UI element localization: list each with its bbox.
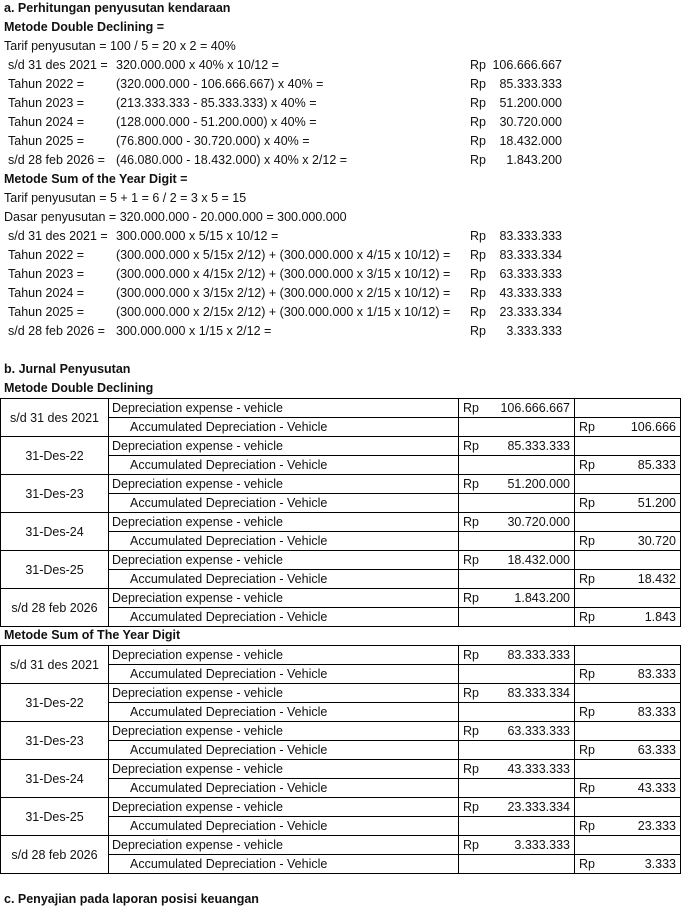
journal-debit-row <box>1 475 681 494</box>
credit-account: Accumulated Depreciation - Vehicle <box>109 665 459 684</box>
credit-amount-empty <box>607 399 681 418</box>
calc-row <box>4 265 654 284</box>
section-c-title: c. Penyajian pada laporan posisi keuangan <box>4 892 259 906</box>
calc-amount: 63.333.333 <box>499 267 562 281</box>
credit-account: Accumulated Depreciation - Vehicle <box>109 855 459 874</box>
debit-currency-empty <box>459 532 491 551</box>
journal-debit-row <box>1 760 681 779</box>
debit-currency: Rp <box>459 798 491 817</box>
debit-amount: 63.333.333 <box>491 722 575 741</box>
journal-date: 31-Des-24 <box>1 760 109 798</box>
credit-amount: 1.843 <box>607 608 681 627</box>
calc-amount: 3.333.333 <box>506 324 562 338</box>
calc-expression: 300.000.000 x 1/15 x 2/12 = <box>116 324 272 338</box>
journal-date: 31-Des-22 <box>1 437 109 475</box>
ddb-journal-heading: Metode Double Declining <box>4 381 154 395</box>
debit-account: Depreciation expense - vehicle <box>109 551 459 570</box>
debit-currency: Rp <box>459 760 491 779</box>
credit-currency-empty <box>575 836 607 855</box>
calc-label: s/d 28 feb 2026 = <box>8 324 105 338</box>
section-b-title: b. Jurnal Penyusutan <box>4 362 131 376</box>
journal-date: 31-Des-23 <box>1 475 109 513</box>
debit-account: Depreciation expense - vehicle <box>109 475 459 494</box>
credit-amount: 83.333 <box>607 665 681 684</box>
debit-currency-empty <box>459 665 491 684</box>
debit-amount: 1.843.200 <box>491 589 575 608</box>
calc-label: Tahun 2023 = <box>8 96 85 110</box>
credit-currency-empty <box>575 589 607 608</box>
calc-currency: Rp <box>470 305 486 319</box>
credit-currency: Rp <box>575 741 607 760</box>
debit-amount: 43.333.333 <box>491 760 575 779</box>
calc-row <box>4 246 654 265</box>
syd-journal-table <box>0 645 681 874</box>
debit-amount: 83.333.334 <box>491 684 575 703</box>
credit-currency-empty <box>575 513 607 532</box>
credit-amount-empty <box>607 760 681 779</box>
debit-account: Depreciation expense - vehicle <box>109 836 459 855</box>
credit-currency: Rp <box>575 855 607 874</box>
credit-currency: Rp <box>575 608 607 627</box>
calc-label: Tahun 2024 = <box>8 115 85 129</box>
debit-currency-empty <box>459 703 491 722</box>
credit-amount: 83.333 <box>607 703 681 722</box>
credit-currency-empty <box>575 551 607 570</box>
syd-base-line: Dasar penyusutan = 320.000.000 - 20.000.000 = 300.000.000 <box>4 210 347 224</box>
journal-date: s/d 31 des 2021 <box>1 646 109 684</box>
calc-currency: Rp <box>470 248 486 262</box>
debit-amount: 106.666.667 <box>491 399 575 418</box>
credit-account: Accumulated Depreciation - Vehicle <box>109 817 459 836</box>
credit-currency-empty <box>575 798 607 817</box>
debit-currency-empty <box>459 741 491 760</box>
calc-amount: 1.843.200 <box>506 153 562 167</box>
credit-account: Accumulated Depreciation - Vehicle <box>109 418 459 437</box>
calc-amount: 85.333.333 <box>499 77 562 91</box>
journal-debit-row <box>1 437 681 456</box>
credit-amount: 23.333 <box>607 817 681 836</box>
debit-currency-empty <box>459 817 491 836</box>
credit-amount-empty <box>607 798 681 817</box>
credit-amount-empty <box>607 437 681 456</box>
credit-amount-empty <box>607 589 681 608</box>
debit-amount: 51.200.000 <box>491 475 575 494</box>
debit-account: Depreciation expense - vehicle <box>109 513 459 532</box>
calc-row <box>4 303 654 322</box>
credit-account: Accumulated Depreciation - Vehicle <box>109 570 459 589</box>
calc-currency: Rp <box>470 286 486 300</box>
credit-amount: 18.432 <box>607 570 681 589</box>
debit-currency: Rp <box>459 399 491 418</box>
calc-label: Tahun 2022 = <box>8 248 85 262</box>
credit-currency-empty <box>575 684 607 703</box>
credit-amount-empty <box>607 513 681 532</box>
calc-label: s/d 31 des 2021 = <box>8 58 108 72</box>
journal-debit-row <box>1 646 681 665</box>
credit-amount: 51.200 <box>607 494 681 513</box>
calc-row <box>4 113 654 132</box>
debit-currency-empty <box>459 855 491 874</box>
calc-row <box>4 227 654 246</box>
journal-debit-row <box>1 513 681 532</box>
debit-currency: Rp <box>459 589 491 608</box>
debit-amount-empty <box>491 608 575 627</box>
credit-currency: Rp <box>575 456 607 475</box>
credit-currency: Rp <box>575 817 607 836</box>
syd-journal-heading: Metode Sum of The Year Digit <box>4 628 181 642</box>
credit-currency: Rp <box>575 494 607 513</box>
debit-amount-empty <box>491 570 575 589</box>
debit-amount-empty <box>491 779 575 798</box>
ddb-calc-heading: Metode Double Declining = <box>4 20 165 34</box>
calc-currency: Rp <box>470 229 486 243</box>
debit-currency: Rp <box>459 646 491 665</box>
credit-currency-empty <box>575 475 607 494</box>
debit-amount-empty <box>491 665 575 684</box>
credit-amount-empty <box>607 684 681 703</box>
journal-date: 31-Des-22 <box>1 684 109 722</box>
calc-currency: Rp <box>470 96 486 110</box>
calc-currency: Rp <box>470 115 486 129</box>
credit-account: Accumulated Depreciation - Vehicle <box>109 494 459 513</box>
debit-account: Depreciation expense - vehicle <box>109 646 459 665</box>
credit-currency-empty <box>575 646 607 665</box>
debit-currency: Rp <box>459 475 491 494</box>
calc-expression: (128.000.000 - 51.200.000) x 40% = <box>116 115 317 129</box>
debit-amount: 23.333.334 <box>491 798 575 817</box>
section-a-title: a. Perhitungan penyusutan kendaraan <box>4 1 231 15</box>
debit-amount: 30.720.000 <box>491 513 575 532</box>
calc-amount: 83.333.333 <box>499 229 562 243</box>
journal-date: s/d 28 feb 2026 <box>1 836 109 874</box>
credit-amount-empty <box>607 722 681 741</box>
journal-debit-row <box>1 551 681 570</box>
calc-currency: Rp <box>470 134 486 148</box>
journal-date: 31-Des-25 <box>1 551 109 589</box>
debit-amount-empty <box>491 703 575 722</box>
debit-currency-empty <box>459 570 491 589</box>
debit-account: Depreciation expense - vehicle <box>109 437 459 456</box>
ddb-journal-table <box>0 398 681 627</box>
credit-currency: Rp <box>575 570 607 589</box>
calc-expression: (320.000.000 - 106.666.667) x 40% = <box>116 77 324 91</box>
calc-currency: Rp <box>470 153 486 167</box>
calc-amount: 18.432.000 <box>499 134 562 148</box>
calc-expression: 300.000.000 x 5/15 x 10/12 = <box>116 229 279 243</box>
credit-currency: Rp <box>575 779 607 798</box>
credit-account: Accumulated Depreciation - Vehicle <box>109 779 459 798</box>
calc-amount: 30.720.000 <box>499 115 562 129</box>
debit-currency: Rp <box>459 551 491 570</box>
credit-account: Accumulated Depreciation - Vehicle <box>109 703 459 722</box>
calc-expression: (213.333.333 - 85.333.333) x 40% = <box>116 96 317 110</box>
calc-amount: 51.200.000 <box>499 96 562 110</box>
calc-currency: Rp <box>470 324 486 338</box>
calc-expression: (300.000.000 x 3/15x 2/12) + (300.000.000 x 2/15 x 10/12) = <box>116 286 451 300</box>
credit-currency: Rp <box>575 703 607 722</box>
journal-debit-row <box>1 798 681 817</box>
debit-account: Depreciation expense - vehicle <box>109 760 459 779</box>
journal-date: s/d 28 feb 2026 <box>1 589 109 627</box>
journal-debit-row <box>1 722 681 741</box>
syd-rate-line: Tarif penyusutan = 5 + 1 = 6 / 2 = 3 x 5 = 15 <box>4 191 247 205</box>
journal-date: 31-Des-24 <box>1 513 109 551</box>
credit-currency-empty <box>575 399 607 418</box>
journal-debit-row <box>1 399 681 418</box>
journal-debit-row <box>1 836 681 855</box>
calc-amount: 23.333.334 <box>499 305 562 319</box>
credit-amount: 85.333 <box>607 456 681 475</box>
credit-currency-empty <box>575 760 607 779</box>
calc-expression: (76.800.000 - 30.720.000) x 40% = <box>116 134 310 148</box>
journal-debit-row <box>1 684 681 703</box>
calc-label: Tahun 2023 = <box>8 267 85 281</box>
calc-currency: Rp <box>470 267 486 281</box>
credit-amount-empty <box>607 475 681 494</box>
calc-expression: (300.000.000 x 5/15x 2/12) + (300.000.000 x 4/15 x 10/12) = <box>116 248 451 262</box>
calc-expression: 320.000.000 x 40% x 10/12 = <box>116 58 279 72</box>
debit-currency: Rp <box>459 836 491 855</box>
debit-currency-empty <box>459 418 491 437</box>
debit-account: Depreciation expense - vehicle <box>109 399 459 418</box>
credit-amount-empty <box>607 646 681 665</box>
calc-label: s/d 31 des 2021 = <box>8 229 108 243</box>
credit-currency: Rp <box>575 665 607 684</box>
ddb-rate-line: Tarif penyusutan = 100 / 5 = 20 x 2 = 40% <box>4 39 236 53</box>
calc-row <box>4 75 654 94</box>
credit-amount: 63.333 <box>607 741 681 760</box>
debit-amount-empty <box>491 456 575 475</box>
credit-account: Accumulated Depreciation - Vehicle <box>109 532 459 551</box>
credit-account: Accumulated Depreciation - Vehicle <box>109 608 459 627</box>
debit-amount: 3.333.333 <box>491 836 575 855</box>
calc-expression: (46.080.000 - 18.432.000) x 40% x 2/12 = <box>116 153 348 167</box>
credit-amount-empty <box>607 836 681 855</box>
calc-currency: Rp <box>470 77 486 91</box>
credit-currency: Rp <box>575 532 607 551</box>
debit-account: Depreciation expense - vehicle <box>109 798 459 817</box>
calc-label: Tahun 2025 = <box>8 134 85 148</box>
calc-expression: (300.000.000 x 4/15x 2/12) + (300.000.000 x 3/15 x 10/12) = <box>116 267 451 281</box>
credit-amount: 43.333 <box>607 779 681 798</box>
debit-amount-empty <box>491 532 575 551</box>
credit-account: Accumulated Depreciation - Vehicle <box>109 456 459 475</box>
calc-currency: Rp <box>470 58 486 72</box>
credit-account: Accumulated Depreciation - Vehicle <box>109 741 459 760</box>
calc-row <box>4 56 654 75</box>
debit-amount: 85.333.333 <box>491 437 575 456</box>
journal-date: s/d 31 des 2021 <box>1 399 109 437</box>
credit-amount: 106.666 <box>607 418 681 437</box>
calc-row <box>4 151 654 170</box>
calc-row <box>4 284 654 303</box>
calc-label: Tahun 2022 = <box>8 77 85 91</box>
syd-calc-heading: Metode Sum of the Year Digit = <box>4 172 188 186</box>
debit-amount: 83.333.333 <box>491 646 575 665</box>
debit-currency-empty <box>459 608 491 627</box>
debit-amount: 18.432.000 <box>491 551 575 570</box>
debit-account: Depreciation expense - vehicle <box>109 589 459 608</box>
debit-amount-empty <box>491 817 575 836</box>
debit-currency-empty <box>459 494 491 513</box>
calc-row <box>4 322 654 341</box>
debit-amount-empty <box>491 855 575 874</box>
debit-currency: Rp <box>459 513 491 532</box>
journal-debit-row <box>1 589 681 608</box>
calc-label: s/d 28 feb 2026 = <box>8 153 105 167</box>
debit-currency-empty <box>459 456 491 475</box>
calc-label: Tahun 2024 = <box>8 286 85 300</box>
calc-expression: (300.000.000 x 2/15x 2/12) + (300.000.000 x 1/15 x 10/12) = <box>116 305 451 319</box>
calc-row <box>4 132 654 151</box>
credit-currency: Rp <box>575 418 607 437</box>
credit-amount: 30.720 <box>607 532 681 551</box>
debit-amount-empty <box>491 418 575 437</box>
journal-date: 31-Des-23 <box>1 722 109 760</box>
debit-account: Depreciation expense - vehicle <box>109 722 459 741</box>
calc-label: Tahun 2025 = <box>8 305 85 319</box>
credit-currency-empty <box>575 437 607 456</box>
debit-amount-empty <box>491 741 575 760</box>
calc-amount: 43.333.333 <box>499 286 562 300</box>
debit-currency: Rp <box>459 684 491 703</box>
calc-amount: 106.666.667 <box>492 58 562 72</box>
debit-amount-empty <box>491 494 575 513</box>
debit-currency: Rp <box>459 437 491 456</box>
credit-amount: 3.333 <box>607 855 681 874</box>
calc-row <box>4 94 654 113</box>
debit-account: Depreciation expense - vehicle <box>109 684 459 703</box>
debit-currency-empty <box>459 779 491 798</box>
calc-amount: 83.333.334 <box>499 248 562 262</box>
debit-currency: Rp <box>459 722 491 741</box>
credit-currency-empty <box>575 722 607 741</box>
journal-date: 31-Des-25 <box>1 798 109 836</box>
credit-amount-empty <box>607 551 681 570</box>
